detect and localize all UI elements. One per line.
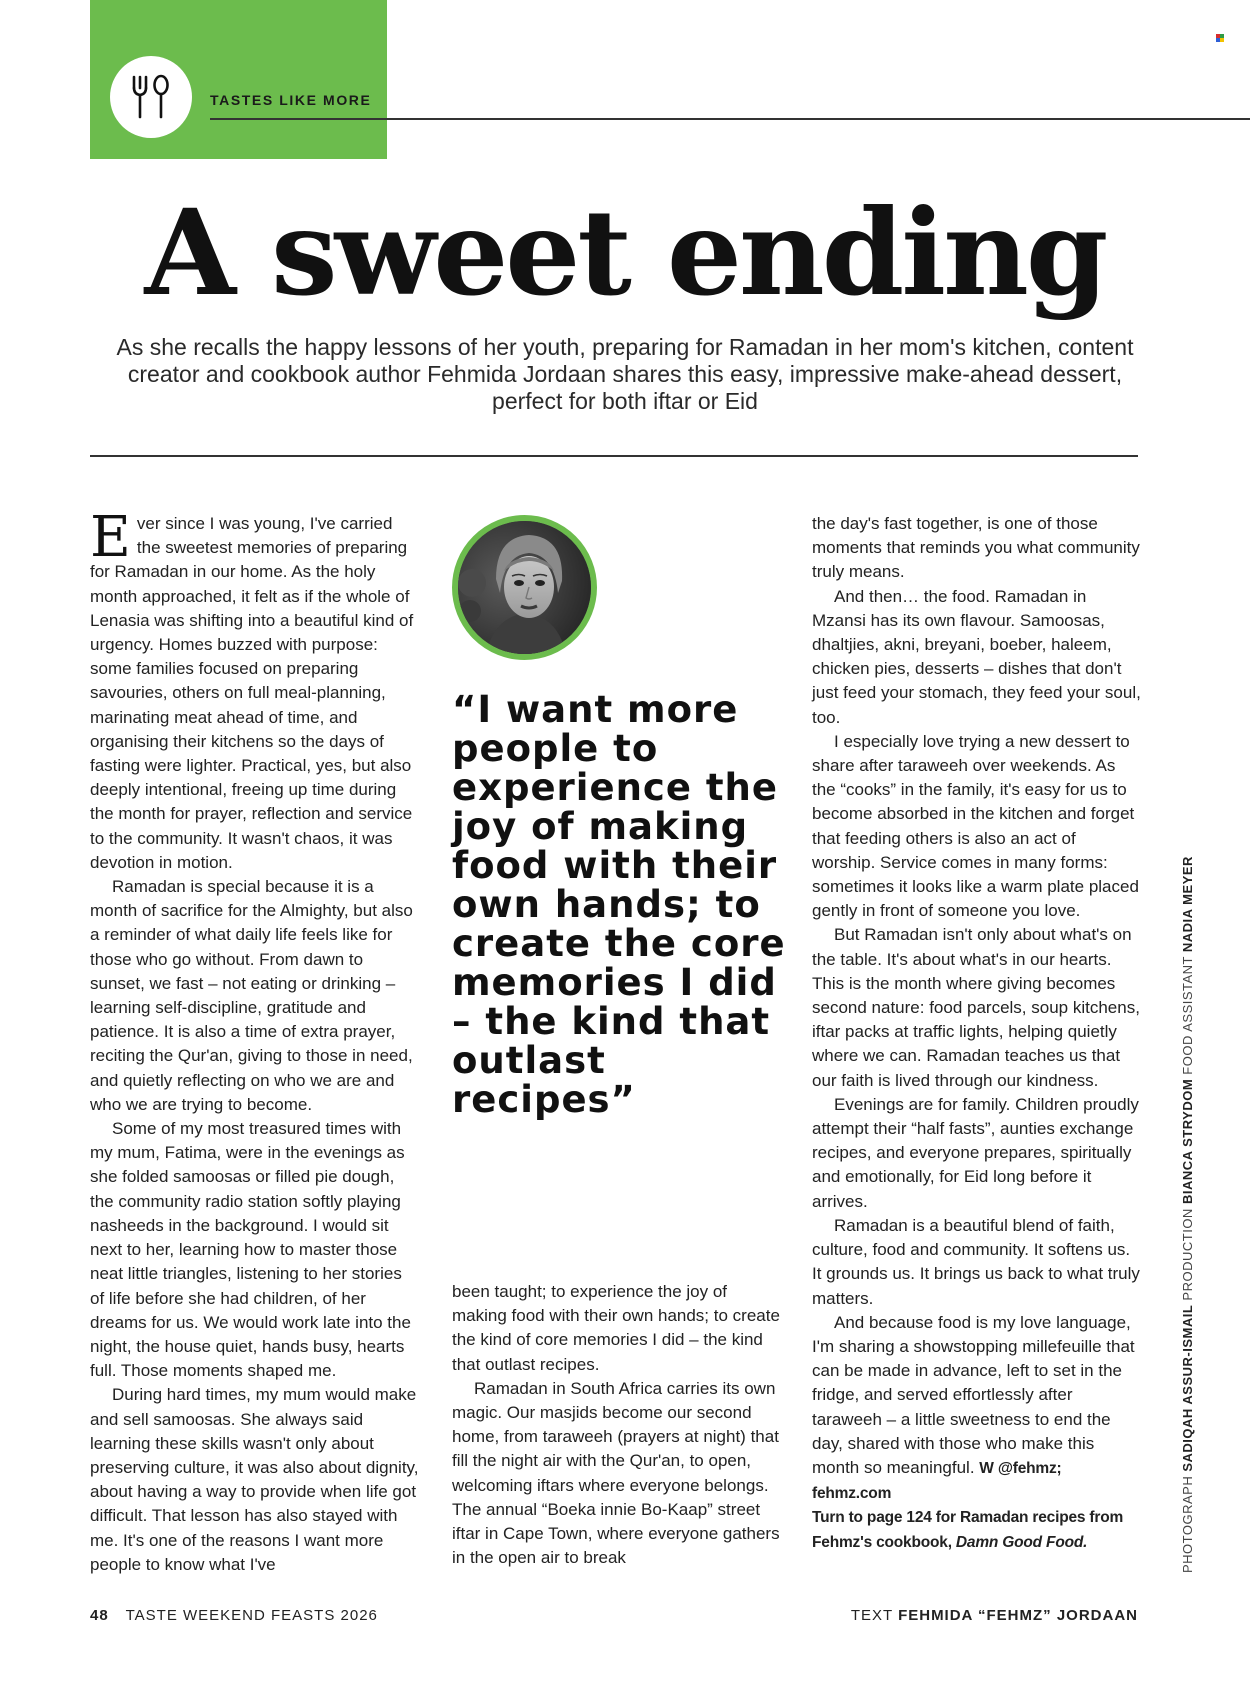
- headline-rule: [90, 455, 1138, 457]
- paragraph: Some of my most treasured times with my mum, Fatima, were in the evenings as she folded samoosas or filled pie dough, the community radio station softly playing nasheeds in the background. I would sit next to her, learning how to master those neat little triangles, listening to her stories of life before she had children, of her dreams for us. We would work late into the night, the house quiet, hands busy, hearts full. Those moments shaped me.: [90, 1119, 411, 1381]
- article-headline: A sweet ending: [144, 183, 1106, 322]
- social-handle[interactable]: W @fehmz; fehmz.com: [812, 1459, 1062, 1503]
- article-column-3: [812, 512, 1142, 1555]
- credit-label: PHOTOGRAPH: [1180, 1475, 1195, 1573]
- page-number: 48: [90, 1607, 109, 1624]
- author-portrait: [452, 515, 597, 660]
- publication-name: TASTE WEEKEND FEASTS 2026: [125, 1607, 378, 1624]
- recipe-pointer-text: Turn to page 124 for Ramadan recipes from Fehmz's cookbook,: [812, 1509, 1124, 1551]
- credit-name: BIANCA STRYDOM: [1180, 1078, 1195, 1205]
- author-portrait-image: [458, 521, 591, 654]
- credit-name: NADIA MEYER: [1180, 856, 1195, 953]
- byline-label: TEXT: [850, 1607, 893, 1624]
- article-standfirst: As she recalls the happy lessons of her youth, preparing for Ramadan in her mom's kitchen, content creator and cookbook author Fehmida Jordaan shares this easy, impressive make-ahead dessert, perfect for both iftar or Eid: [116, 334, 1134, 414]
- paragraph: the day's fast together, is one of those moments that reminds you what community truly means.: [812, 514, 1140, 582]
- section-icon-badge: [110, 56, 192, 138]
- recipe-pointer: [812, 1506, 1142, 1554]
- article-column-1: [90, 505, 420, 1577]
- credit-name: SADIQAH ASSUR-ISMAIL: [1180, 1304, 1195, 1472]
- paragraph: I especially love trying a new dessert to share after taraweeh over weekends. As the “cooks” in the family, it's easy for us to become absorbed in the kitchen and forget that feeding others is also an act of worship. Service comes in many forms: sometimes it looks like a warm plate placed gently in front of someone you love.: [812, 731, 1139, 921]
- pull-quote: “I want more people to experience the joy of making food with their own hands; to create the core memories I did – the kind that outlast recipes”: [452, 688, 786, 1121]
- paragraph: During hard times, my mum would make and sell samoosas. She always said learning these skills wasn't only about preserving culture, it was also about dignity, about having a way to provide when life got difficult. That lesson has also stayed with me. It's one of the reasons I want more people to know what I've: [90, 1385, 419, 1574]
- credit-label: FOOD ASSISTANT: [1180, 956, 1195, 1075]
- photo-credits: [1180, 856, 1195, 1573]
- header-rule: [210, 118, 1250, 120]
- author-byline: [851, 1607, 1138, 1624]
- paragraph: Evenings are for family. Children proudly attempt their “half fasts”, aunties exchange recipes, and everyone prepares, spiritually and emotionally, for Eid long before it arrives.: [812, 1094, 1139, 1211]
- byline-author: FEHMIDA “FEHMZ” JORDAAN: [898, 1607, 1138, 1624]
- paragraph: [812, 1311, 1142, 1507]
- book-title: Damn Good Food.: [955, 1533, 1088, 1551]
- paragraph: But Ramadan isn't only about what's on the table. It's about what's in our hearts. This is the month where giving becomes second nature: food parcels, soup kitchens, iftar packs at traffic lights, helping quietly where we can. Ramadan teaches us that our faith is lived through our kindness.: [812, 925, 1140, 1090]
- paragraph-text: And because food is my love language, I'm sharing a showstopping millefeuille that can be made in advance, left to set in the fridge, and served effortlessly after taraweeh – a little sweetness to end the day, shared with those who make this month so meaningful.: [812, 1312, 1135, 1477]
- drop-cap: E: [90, 505, 131, 570]
- corner-color-mark: [1216, 34, 1224, 42]
- article-column-2: [452, 1280, 782, 1570]
- section-label: TASTES LIKE MORE: [210, 92, 372, 108]
- paragraph: Ramadan is special because it is a month of sacrifice for the Almighty, but also a reminder of what daily life feels like for those who go without. From dawn to sunset, we fast – not eating or drinking – learning self-discipline, gratitude and patience. It is also a time of extra prayer, reciting the Qur'an, giving to those in need, and quietly reflecting on who we are and who we are trying to become.: [90, 877, 413, 1114]
- fork-spoon-icon: [129, 74, 173, 120]
- paragraph-text: ver since I was young, I've carried the sweetest memories of preparing for Ramadan in our home. As the holy month approached, it felt as if the whole of Lenasia was shifting into a beautiful kind of urgency. Homes buzzed with purpose: some families focused on preparing savouries, others on full meal-planning, marinating meat ahead of time, and organising their kitchens so the days of fasting were lighter. Practical, yes, but also deeply intentional, freeing up time during the month for prayer, reflection and service to the community. It wasn't chaos, it was devotion in motion.: [90, 514, 414, 872]
- page-footer-left: [90, 1607, 378, 1624]
- paragraph: And then… the food. Ramadan in Mzansi has its own flavour. Samoosas, dhaltjies, akni, breyani, boeber, haleem, chicken pies, desserts – dishes that don't just feed your stomach, they feed your soul, too.: [812, 586, 1141, 727]
- paragraph: [90, 505, 420, 875]
- paragraph: Ramadan in South Africa carries its own magic. Our masjids become our second home, from taraweeh (prayers at night) that fill the night air with the Qur'an, to open, welcoming iftars where everyone belongs. The annual “Boeka innie Bo-Kaap” street iftar in Cape Town, where everyone gathers in the open air to break: [452, 1378, 780, 1568]
- paragraph: been taught; to experience the joy of making food with their own hands; to create the kind of core memories I did – the kind that outlast recipes.: [452, 1282, 780, 1374]
- paragraph: Ramadan is a beautiful blend of faith, culture, food and community. It softens us. It grounds us. It brings us back to what truly matters.: [812, 1215, 1140, 1308]
- credit-label: PRODUCTION: [1180, 1208, 1195, 1301]
